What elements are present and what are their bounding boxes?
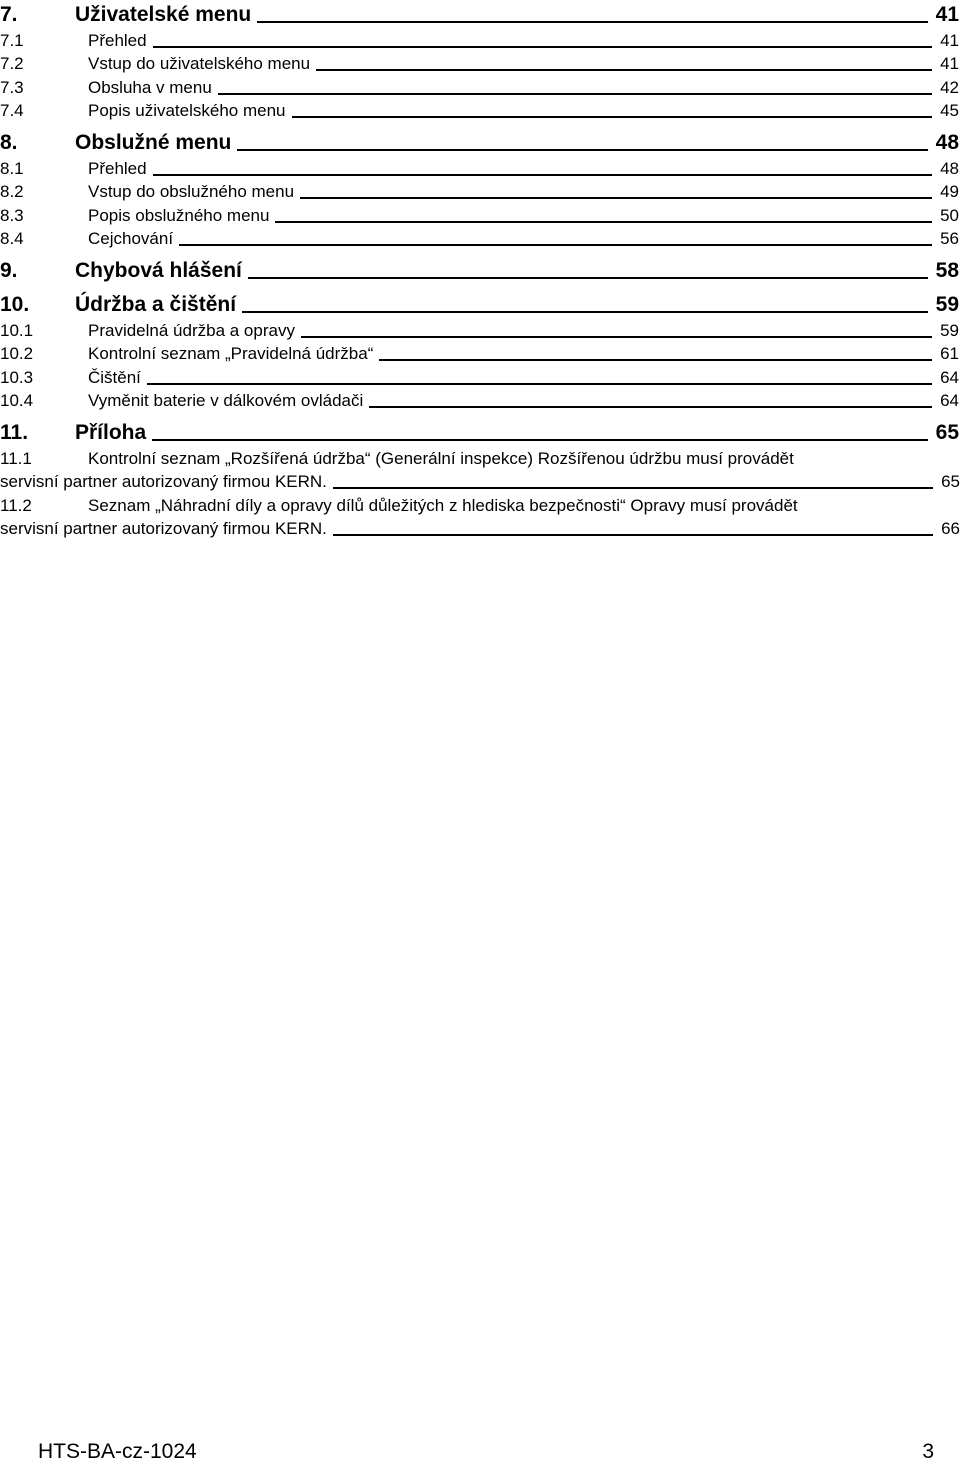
toc-item-7-3[interactable] <box>0 74 960 98</box>
section-number: 7. <box>0 3 18 26</box>
toc-item-11-2[interactable] <box>0 492 960 539</box>
toc-section-9[interactable] <box>0 256 960 283</box>
item-number: 7.4 <box>0 101 24 120</box>
section-number: 8. <box>0 131 18 154</box>
item-title-line2: servisní partner autorizovaný firmou KERN. <box>0 519 327 538</box>
leader-line <box>153 46 932 48</box>
toc-item-8-3[interactable] <box>0 202 960 226</box>
item-number: 8.1 <box>0 158 24 178</box>
leader-line <box>369 406 932 408</box>
section-number: 11. <box>0 421 29 444</box>
page-number: 3 <box>922 1440 934 1463</box>
item-number: 10.3 <box>0 367 34 387</box>
item-title: Vstup do uživatelského menu <box>88 54 311 73</box>
item-page: 66 <box>941 519 960 538</box>
leader-line <box>147 383 932 385</box>
leader-line <box>333 534 933 536</box>
leader-line <box>242 311 928 313</box>
item-title-line2: servisní partner autorizovaný firmou KERN. <box>0 472 327 491</box>
leader-line <box>152 439 927 441</box>
section-number: 10. <box>0 293 30 316</box>
item-page: 59 <box>940 320 959 340</box>
item-page: 41 <box>940 30 959 50</box>
toc-item-8-1[interactable] <box>0 155 960 179</box>
section-page: 65 <box>935 421 959 444</box>
section-title: Příloha <box>75 421 147 444</box>
item-title-line1: Kontrolní seznam „Rozšířená údržba“ (Generální inspekce) Rozšířenou údržbu musí provádět <box>88 448 794 468</box>
item-number: 11.2 <box>0 495 32 515</box>
toc-item-7-4[interactable] <box>0 98 960 122</box>
leader-line <box>333 487 933 489</box>
toc-section-11[interactable] <box>0 418 960 445</box>
toc-item-11-1[interactable] <box>0 445 960 492</box>
item-title: Obsluha v menu <box>88 77 212 97</box>
item-page: 50 <box>940 205 959 225</box>
section-page: 58 <box>935 259 959 282</box>
item-number: 8.4 <box>0 229 24 248</box>
toc-item-10-3[interactable] <box>0 364 960 388</box>
section-title: Uživatelské menu <box>75 3 252 26</box>
leader-line <box>292 116 933 118</box>
leader-line <box>257 21 927 23</box>
item-title: Popis uživatelského menu <box>88 101 286 120</box>
item-number: 11.1 <box>0 448 32 468</box>
item-title-line1: Seznam „Náhradní díly a opravy dílů důležitých z hlediska bezpečnosti“ Opravy musí provádět <box>88 495 798 515</box>
leader-line <box>275 221 932 223</box>
item-number: 7.1 <box>0 30 24 50</box>
item-page: 61 <box>940 344 959 363</box>
toc-section-7[interactable] <box>0 0 960 27</box>
leader-line <box>379 359 932 361</box>
item-page: 56 <box>940 229 959 248</box>
item-title: Cejchování <box>88 229 174 248</box>
toc-item-10-2[interactable] <box>0 341 960 365</box>
section-page: 59 <box>935 293 959 316</box>
toc-item-10-1[interactable] <box>0 317 960 341</box>
leader-line <box>153 174 932 176</box>
item-title: Vyměnit baterie v dálkovém ovládači <box>88 391 364 410</box>
table-of-contents <box>0 0 960 539</box>
toc-item-7-2[interactable] <box>0 51 960 75</box>
item-title: Přehled <box>88 158 147 178</box>
item-title: Pravidelná údržba a opravy <box>88 320 295 340</box>
leader-line <box>316 69 932 71</box>
page-footer <box>0 1440 960 1466</box>
item-page: 49 <box>940 182 959 201</box>
item-page: 65 <box>941 472 960 491</box>
item-page: 45 <box>940 101 959 120</box>
toc-section-8[interactable] <box>0 128 960 155</box>
item-page: 48 <box>940 158 959 178</box>
item-number: 7.3 <box>0 77 24 97</box>
toc-section-10[interactable] <box>0 290 960 317</box>
section-title: Chybová hlášení <box>75 259 242 282</box>
item-title: Vstup do obslužného menu <box>88 182 295 201</box>
item-title: Přehled <box>88 30 147 50</box>
section-title: Obslužné menu <box>75 131 232 154</box>
toc-item-8-4[interactable] <box>0 226 960 250</box>
item-page: 42 <box>940 77 959 97</box>
toc-item-7-1[interactable] <box>0 27 960 51</box>
leader-line <box>237 149 927 151</box>
item-number: 8.3 <box>0 205 24 225</box>
leader-line <box>248 277 928 279</box>
toc-item-8-2[interactable] <box>0 179 960 203</box>
leader-line <box>179 244 932 246</box>
section-title: Údržba a čištění <box>75 293 237 316</box>
item-page: 64 <box>940 367 959 387</box>
item-number: 7.2 <box>0 54 24 73</box>
leader-line <box>218 93 932 95</box>
section-page: 41 <box>935 3 959 26</box>
toc-item-10-4[interactable] <box>0 388 960 412</box>
item-page: 41 <box>940 54 959 73</box>
item-number: 8.2 <box>0 182 24 201</box>
section-page: 48 <box>935 131 959 154</box>
item-title: Čištění <box>88 367 141 387</box>
item-title: Popis obslužného menu <box>88 205 270 225</box>
item-page: 64 <box>940 391 959 410</box>
document-id: HTS-BA-cz-1024 <box>38 1440 197 1463</box>
section-number: 9. <box>0 259 18 282</box>
item-number: 10.2 <box>0 344 34 363</box>
leader-line <box>301 336 932 338</box>
item-number: 10.1 <box>0 320 34 340</box>
item-title: Kontrolní seznam „Pravidelná údržba“ <box>88 344 374 363</box>
item-number: 10.4 <box>0 391 34 410</box>
leader-line <box>300 197 932 199</box>
